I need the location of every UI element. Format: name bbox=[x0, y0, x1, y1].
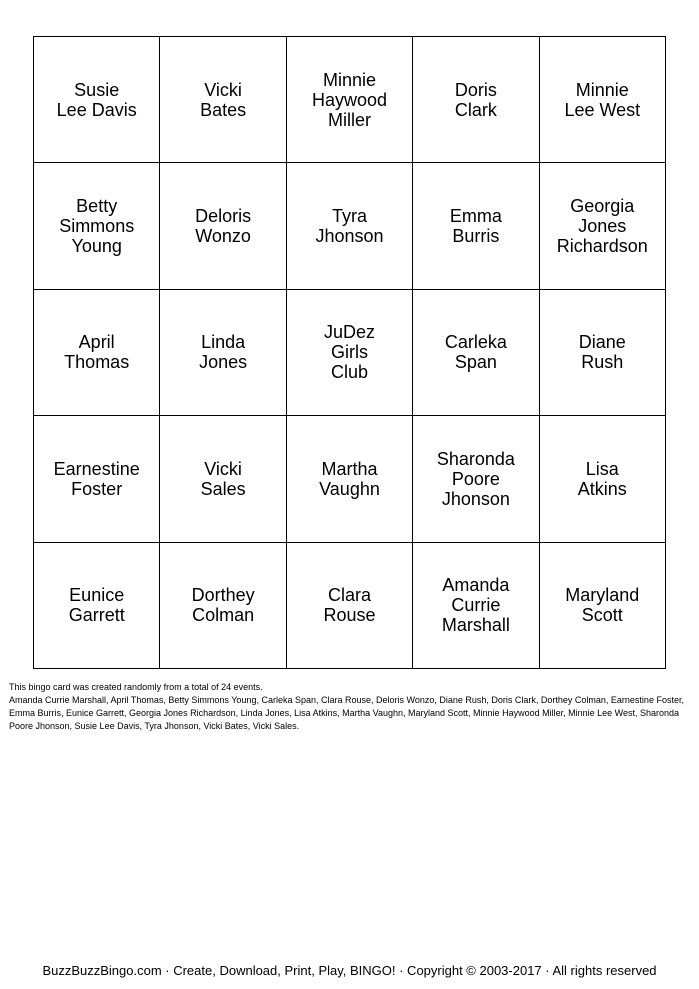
bingo-cell-text: Amanda Currie Marshall bbox=[441, 575, 510, 636]
bingo-cell-text: Emma Burris bbox=[449, 206, 502, 247]
bingo-cell-text: Carleka Span bbox=[444, 332, 507, 373]
bingo-cell-text: Tyra Jhonson bbox=[315, 206, 384, 247]
bingo-cell-text: Maryland Scott bbox=[565, 585, 640, 626]
bingo-cell bbox=[160, 163, 286, 289]
bingo-cell-text: Vicki Bates bbox=[200, 79, 247, 120]
bingo-cell bbox=[540, 37, 666, 163]
bingo-cell bbox=[540, 290, 666, 416]
bingo-cell bbox=[34, 290, 160, 416]
bingo-cell-text: Diane Rush bbox=[578, 332, 626, 373]
bingo-cell-text: April Thomas bbox=[64, 332, 130, 373]
bingo-cell bbox=[160, 416, 286, 542]
bingo-cell bbox=[413, 543, 539, 669]
bingo-cell-text: Minnie Haywood Miller bbox=[311, 69, 388, 130]
page-footer: BuzzBuzzBingo.com · Create, Download, Print, Play, BINGO! · Copyright © 2003-2017 · All rights reserved bbox=[42, 963, 657, 978]
bingo-cell-text: Lisa Atkins bbox=[577, 458, 627, 499]
bingo-cell bbox=[160, 37, 286, 163]
bingo-cell-text: Eunice Garrett bbox=[68, 585, 125, 626]
card-info bbox=[9, 681, 693, 733]
bingo-cell-text: Dorthey Colman bbox=[191, 585, 255, 626]
card-info-intro: This bingo card was created randomly from a total of 24 events. bbox=[9, 682, 263, 692]
bingo-cell bbox=[287, 163, 413, 289]
bingo-cell bbox=[34, 416, 160, 542]
card-info-event-list: Amanda Currie Marshall, April Thomas, Betty Simmons Young, Carleka Span, Clara Rouse, Deloris Wonzo, Diane Rush, Doris Clark, Dorthey Colman, Earnestine Foster, Emma Burris, Eunice Garrett, Georgia Jones Richardson, Linda Jones, Lisa Atkins, Martha Vaughn, Maryland Scott, Minnie Haywood Miller, Minnie Lee West, Sharonda Poore Jhonson, Susie Lee Davis, Tyra Jhonson, Vicki Bates, Vicki Sales. bbox=[9, 695, 684, 731]
bingo-cell bbox=[413, 37, 539, 163]
bingo-cell-text: Clara Rouse bbox=[323, 585, 376, 626]
bingo-cell-text: Minnie Lee West bbox=[564, 79, 641, 120]
bingo-cell-text: Doris Clark bbox=[454, 79, 497, 120]
bingo-cell bbox=[287, 37, 413, 163]
bingo-cell-text: Susie Lee Davis bbox=[56, 79, 137, 120]
bingo-cell bbox=[287, 290, 413, 416]
bingo-cell-text: Sharonda Poore Jhonson bbox=[436, 448, 515, 509]
bingo-cell bbox=[287, 543, 413, 669]
bingo-cell bbox=[34, 543, 160, 669]
bingo-cell bbox=[540, 163, 666, 289]
bingo-cell-text: Vicki Sales bbox=[200, 458, 246, 499]
bingo-cell-text: JuDez Girls Club bbox=[323, 322, 375, 383]
bingo-cell-text: Georgia Jones Richardson bbox=[556, 196, 648, 257]
bingo-cell bbox=[287, 416, 413, 542]
bingo-cell bbox=[34, 37, 160, 163]
bingo-cell bbox=[540, 543, 666, 669]
bingo-cell-text: Linda Jones bbox=[199, 332, 248, 373]
bingo-cell bbox=[160, 543, 286, 669]
bingo-cell-text: Earnestine Foster bbox=[53, 458, 140, 499]
bingo-card-grid bbox=[33, 36, 666, 669]
bingo-cell bbox=[413, 163, 539, 289]
bingo-cell-text: Martha Vaughn bbox=[319, 458, 380, 499]
bingo-cell bbox=[160, 290, 286, 416]
bingo-cell-text: Betty Simmons Young bbox=[59, 196, 135, 257]
bingo-cell bbox=[34, 163, 160, 289]
bingo-cell-text: Deloris Wonzo bbox=[195, 206, 252, 247]
bingo-cell bbox=[413, 290, 539, 416]
bingo-cell bbox=[413, 416, 539, 542]
bingo-cell bbox=[540, 416, 666, 542]
